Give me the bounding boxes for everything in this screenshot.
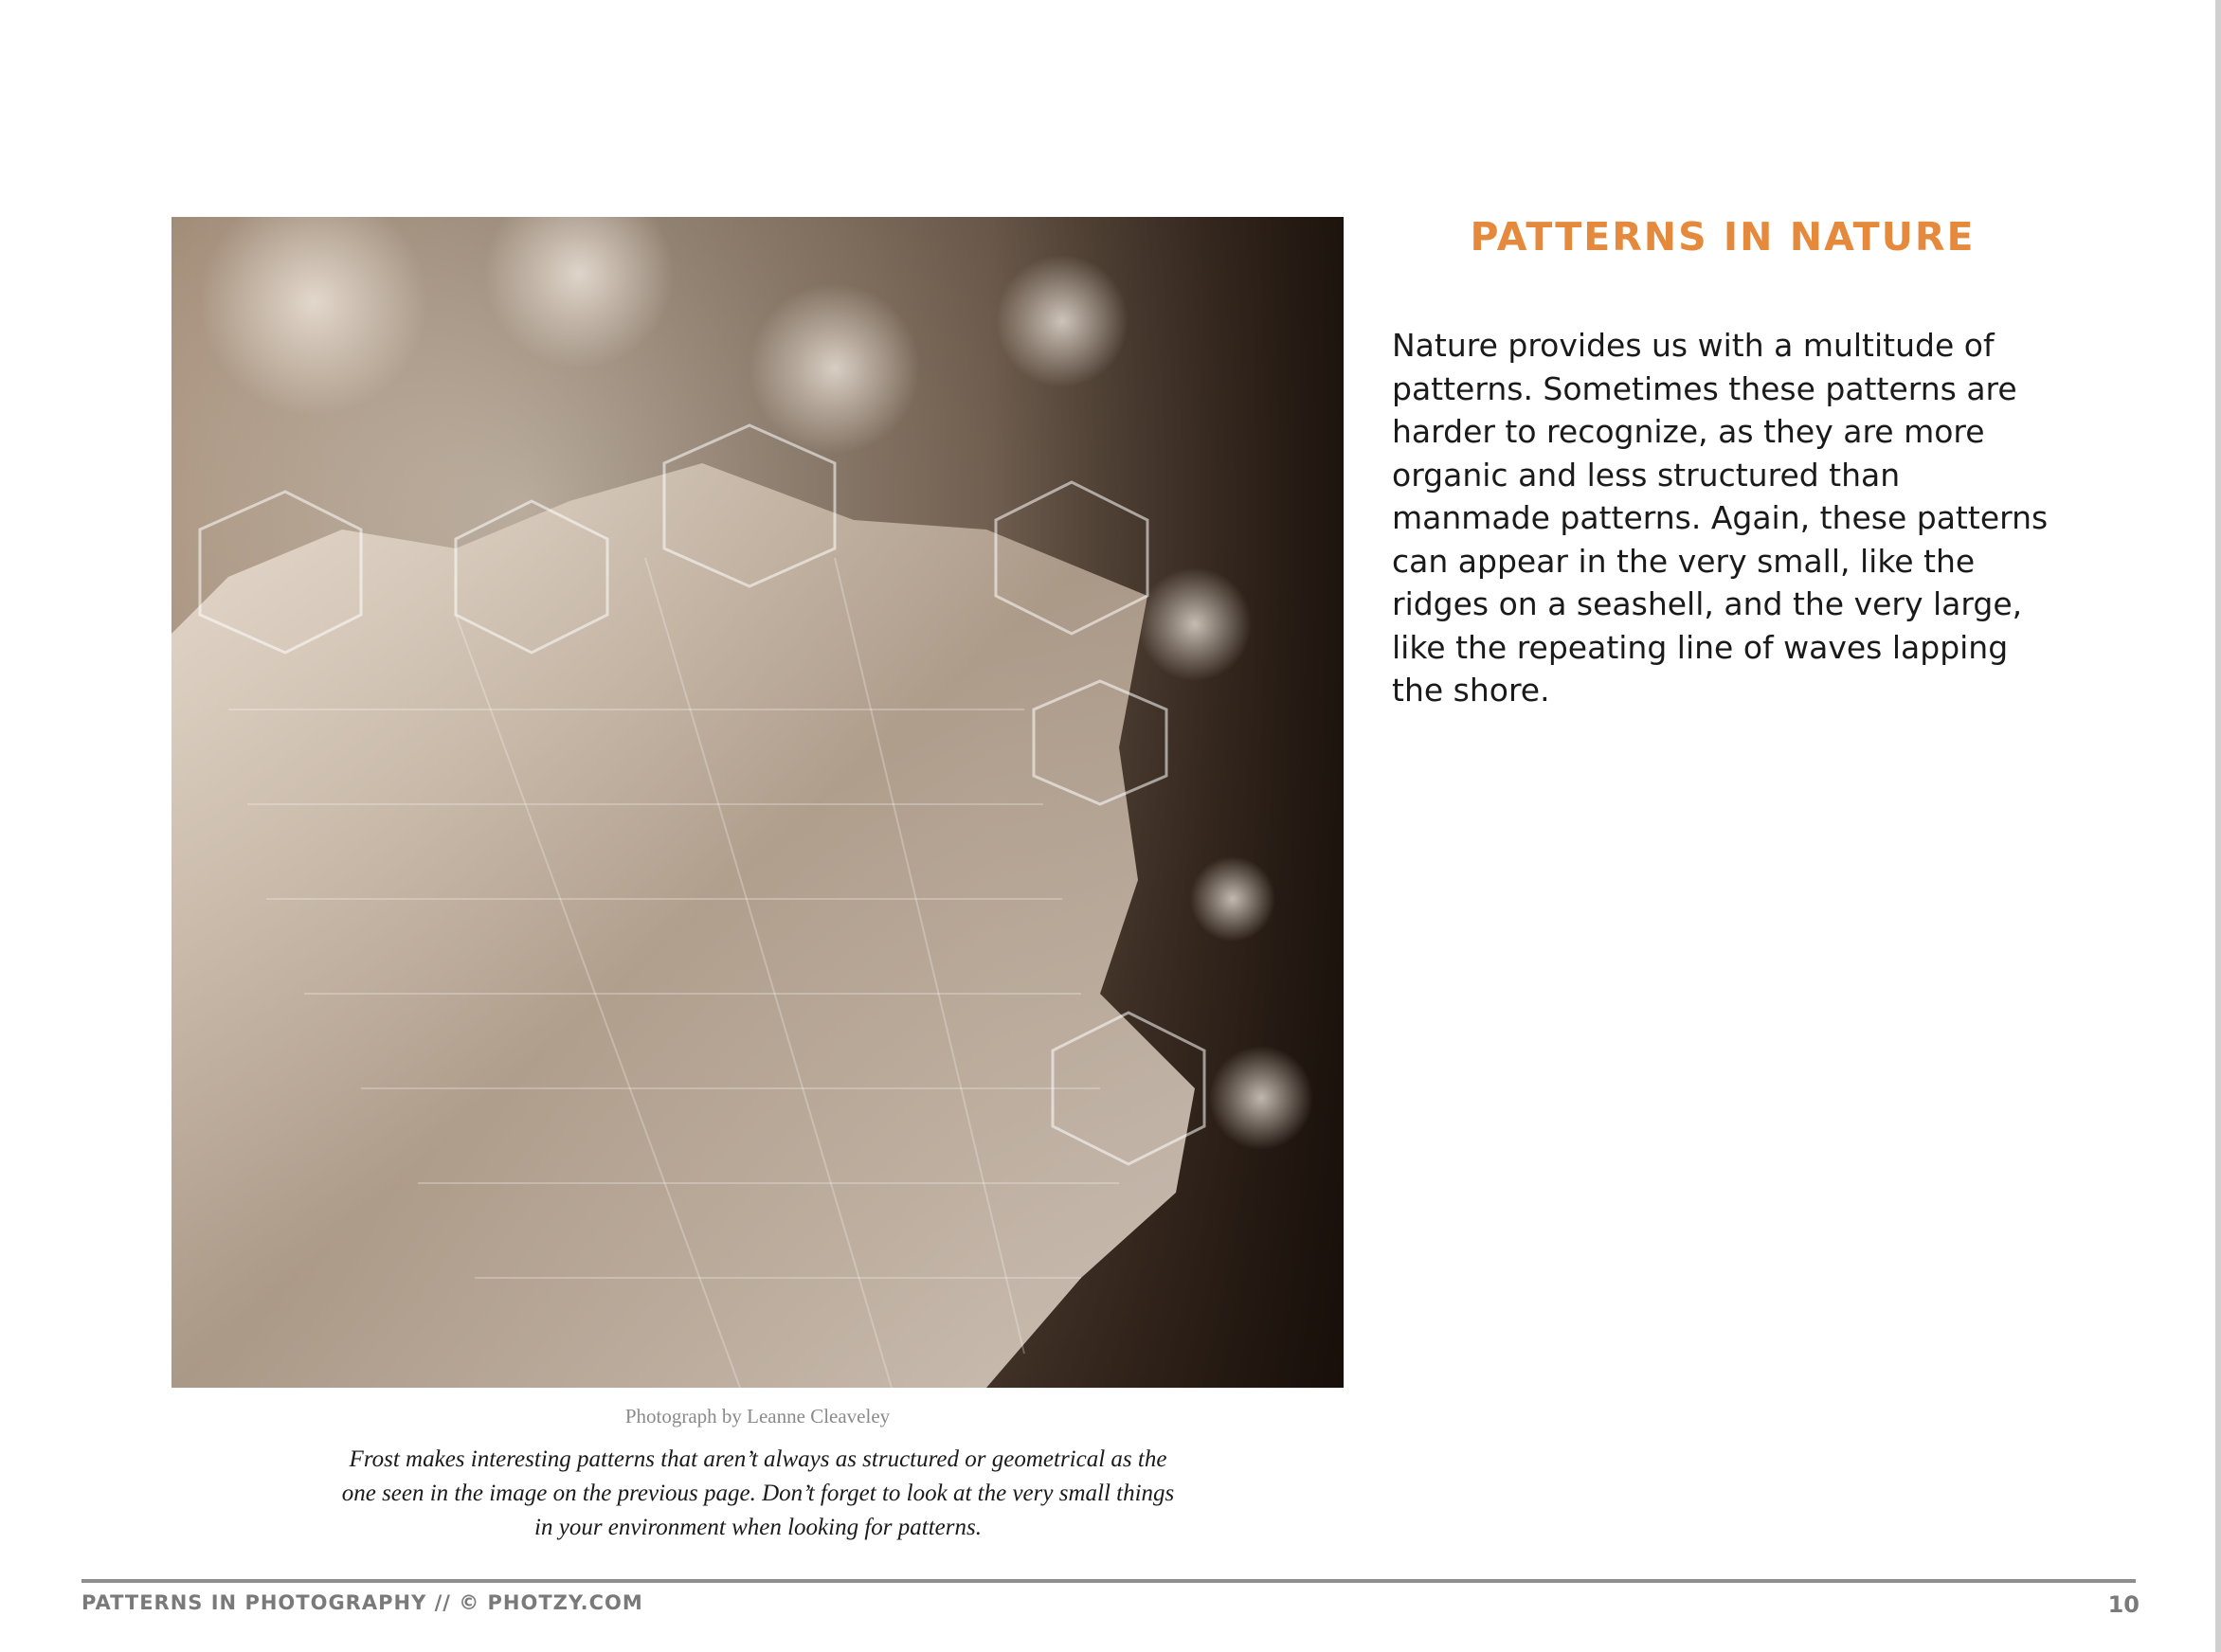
frost-photo [172, 217, 1344, 1388]
photo-caption: Frost makes interesting patterns that aren’t always as structured or geometrical as the one seen in the image on the previous page. Don’t forget to look at the very small things in your environment when looking for patterns. [341, 1446, 1175, 1540]
section-heading: PATTERNS IN NATURE [1470, 214, 1976, 260]
page-number: 10 [2107, 1591, 2140, 1618]
footer-title: PATTERNS IN PHOTOGRAPHY // © PHOTZY.COM [81, 1591, 643, 1614]
photo-credit: Photograph by Leanne Cleaveley [624, 1405, 891, 1428]
body-paragraph: Nature provides us with a multitude of patterns. Sometimes these patterns are harder to recognize, as they are more organic and less structured than manmade patterns. Again, these patterns can appear in the very small, like the ridges on a seashell, and the very large, like the repeating line of waves lapping the shore. [1392, 327, 2049, 709]
frost-crystal-illustration [172, 217, 1344, 1388]
footer-divider [81, 1579, 2136, 1583]
page-edge [2215, 0, 2221, 1652]
